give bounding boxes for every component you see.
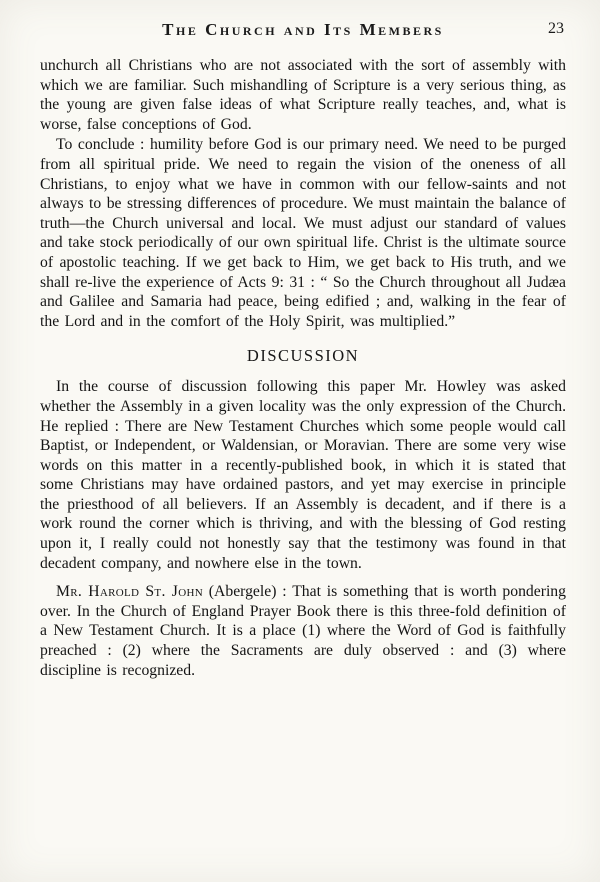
page-body <box>40 56 566 680</box>
running-title: The Church and Its Members <box>162 20 444 39</box>
paragraph-speaker <box>40 582 566 680</box>
paragraph-discussion: In the course of discussion following this paper Mr. Howley was asked whether the Assembly in a given locality was the only expression of the Church. He replied : There are New Testament Churches which some people would call Baptist, or Independent, or Waldensian, or Moravian. There are some very wise words on this matter in a recently-published book, in which it is stated that some Christians may have ordained pastors, and yet may exercise in principle the priesthood of all believers. If an Assembly is decadent, and if there is a work round the corner which is thriving, and with the blessing of God resting upon it, I really could not honestly say that the testimony was found in that decadent company, and nowhere else in the town. <box>40 378 566 572</box>
speaker-remarks: (Abergele) : That is something that is worth pondering over. In the Church of England Prayer Book there is this three-fold definition of a New Testament Church. It is a place (1) where the Word of God is faithfully preached : (2) where the Sacraments are duly observed : and (3) where discipline is recognized. <box>40 583 566 679</box>
discussion-heading: DISCUSSION <box>246 346 360 366</box>
paragraph-continuation: unchurch all Christians who are not associated with the sort of assembly with which we are familiar. Such mishandling of Scripture is a very serious thing, as the young are given false ideas of what Scripture really teaches, and, what is worse, false conceptions of God. <box>40 57 566 133</box>
running-header <box>40 20 566 42</box>
speaker-name: Mr. Harold St. John <box>56 583 203 601</box>
paragraph-conclusion: To conclude : humility before God is our primary need. We need to be purged from all spiritual pride. We need to regain the vision of the oneness of all Christians, to enjoy what we have in common with our fellow-saints and not always to be stressing differences of procedure. We must maintain the balance of truth—the Church universal and local. We must adjust our standard of values and take stock periodically of our own spiritual life. Christ is the ultimate source of apostolic teaching. If we get back to Him, we get back to His truth, and we shall re-live the experience of Acts 9: 31 : “ So the Church throughout all Judæa and Galilee and Samaria had peace, being edified ; and, walking in the fear of the Lord and in the comfort of the Holy Spirit, was multiplied.” <box>40 136 566 330</box>
page-number: 23 <box>548 20 564 37</box>
